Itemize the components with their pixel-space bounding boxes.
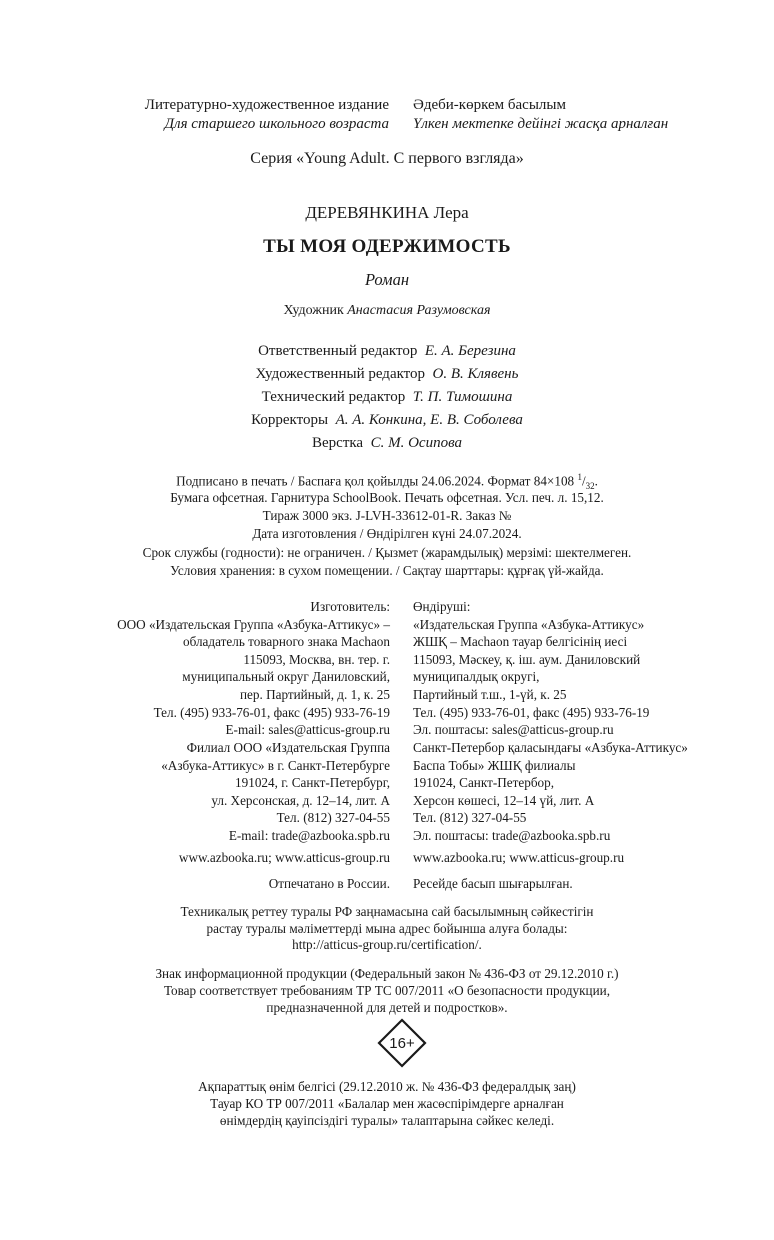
info-ru-line: предназначенной для детей и подростков». — [266, 1000, 508, 1015]
info-ru-line: Знак информационной продукции (Федеральный закон № 436-ФЗ от 29.12.2010 г.) — [155, 966, 619, 981]
credit-line — [0, 366, 774, 383]
certification-line: растау туралы мәліметтерді мына адрес бойынша алуға болады: — [206, 921, 568, 936]
manufacturer-right — [413, 598, 649, 739]
credit-name: А. А. Конкина, Е. В. Соболева — [335, 412, 523, 428]
branch-left — [161, 739, 390, 845]
print-line-6: Условия хранения: в сухом помещении. / Сақтау шарттары: құрғақ үй-жайда. — [170, 563, 604, 578]
websites-right: www.azbooka.ru; www.atticus-group.ru — [413, 850, 625, 865]
credit-name: О. В. Клявень — [432, 366, 519, 382]
print-format-text: Подписано в печать / Баспаға қол қойылды 24.06.2024. Формат 84×108 — [176, 473, 575, 489]
manufacturer-right-line: Эл. поштасы: sales@atticus-group.ru — [413, 722, 614, 738]
manufacturer-right-line: Өндіруші: — [413, 599, 471, 614]
credit-line — [0, 435, 774, 452]
artist-line — [0, 303, 774, 319]
certification-line: http://atticus-group.ru/certification/. — [292, 937, 482, 952]
print-format-sub: 32 — [585, 481, 595, 492]
manufacturer-left-line: ООО «Издательская Группа «Азбука-Аттикус» – — [117, 616, 390, 632]
branch-left-line: Тел. (812) 327-04-55 — [276, 810, 390, 826]
info-kz-line: өнімдердің қауіпсіздігі туралы» талаптарына сәйкес келеді. — [219, 1113, 555, 1128]
age-rating-text: 16+ — [389, 1035, 415, 1052]
info-ru-line: Товар соответствует требованиям ТР ТС 007/2011 «О безопасности продукции, — [163, 983, 611, 998]
credit-role: Художественный редактор — [255, 366, 426, 382]
credit-role: Корректоры — [251, 412, 329, 428]
print-line-5: Срок службы (годности): не ограничен. / Қызмет (жарамдылық) мерзімі: шектелмеген. — [142, 545, 632, 560]
credit-role: Ответственный редактор — [258, 343, 418, 359]
manufacturer-left-line: обладатель товарного знака Machaon — [183, 634, 390, 650]
manufacturer-right-line: ЖШҚ – Machaon тауар белгісінің иесі — [413, 634, 628, 650]
manufacturer-left-line: Изготовитель: — [310, 599, 390, 614]
header-right-line-1: Әдеби-көркем басылым — [413, 97, 566, 113]
credit-line — [0, 389, 774, 406]
author: ДЕРЕВЯНКИНА Лера — [305, 203, 469, 222]
branch-left-line: E-mail: trade@azbooka.spb.ru — [228, 827, 390, 843]
branch-right-line: Баспа Тобы» ЖШҚ филиалы — [413, 757, 576, 773]
manufacturer-right-line: Партийный т.ш., 1-үй, к. 25 — [413, 686, 567, 702]
print-line-4: Дата изготовления / Өндірілген күні 24.07.2024. — [252, 526, 522, 541]
manufacturer-right-line: Тел. (495) 933-76-01, факс (495) 933-76-19 — [413, 704, 650, 720]
genre: Роман — [364, 270, 410, 289]
book-title: ТЫ МОЯ ОДЕРЖИМОСТЬ — [263, 236, 511, 257]
branch-right-line: Тел. (812) 327-04-55 — [413, 810, 527, 826]
manufacturer-left-line: Тел. (495) 933-76-01, факс (495) 933-76-19 — [153, 704, 390, 720]
header-left-line-1: Литературно-художественное издание — [144, 97, 389, 113]
info-kz-line: Ақпараттық өнім белгісі (29.12.2010 ж. № 436-ФЗ федералдық заң) — [198, 1079, 576, 1094]
branch-right — [413, 739, 688, 845]
branch-right-line: 191024, Санкт-Петербор, — [413, 775, 555, 791]
credit-line — [0, 343, 774, 360]
credit-role: Верстка — [312, 435, 364, 451]
print-format-end: . — [594, 473, 598, 489]
header-right-line-2: Үлкен мектепке дейінгі жасқа арналған — [413, 116, 669, 132]
credit-line — [0, 412, 774, 429]
manufacturer-right-line: 115093, Мәскеу, қ. іш. аум. Даниловский — [413, 651, 641, 667]
branch-right-line: Херсон көшесі, 12–14 үй, лит. А — [413, 792, 595, 808]
print-format-sup: 1 — [577, 472, 582, 482]
printed-right: Ресейде басып шығарылған. — [413, 876, 573, 891]
branch-left-line: ул. Херсонская, д. 12–14, лит. А — [211, 792, 390, 808]
branch-right-line: Эл. поштасы: trade@azbooka.spb.ru — [413, 827, 611, 843]
websites-left: www.azbooka.ru; www.atticus-group.ru — [178, 850, 390, 865]
credit-name: Т. П. Тимошина — [412, 389, 513, 405]
print-line-1 — [0, 472, 774, 491]
manufacturer-right-line: «Издательская Группа «Азбука-Аттикус» — [413, 616, 645, 632]
credit-role: Технический редактор — [261, 389, 406, 405]
branch-left-line: «Азбука-Аттикус» в г. Санкт-Петербурге — [161, 757, 390, 773]
manufacturer-left — [117, 598, 390, 739]
print-line-3: Тираж 3000 экз. J-LVH-33612-01-R. Заказ № — [262, 508, 512, 523]
print-line-2: Бумага офсетная. Гарнитура SchoolBook. Печать офсетная. Усл. печ. л. 15,12. — [170, 490, 604, 505]
header-left-line-2: Для старшего школьного возраста — [164, 116, 389, 132]
age-rating-badge — [377, 1018, 427, 1068]
artist-label: Художник — [283, 303, 344, 318]
artist-name: Анастасия Разумовская — [347, 303, 491, 318]
manufacturer-right-line: муниципалдық округі, — [413, 669, 540, 685]
branch-right-line: Санкт-Петербор қаласындағы «Азбука-Аттикус» — [413, 740, 688, 755]
info-kz-line: Тауар КО ТР 007/2011 «Балалар мен жасөспірімдерге арналған — [210, 1096, 564, 1111]
credit-name: Е. А. Березина — [424, 343, 516, 359]
manufacturer-left-line: E-mail: sales@atticus-group.ru — [225, 722, 390, 738]
series-title: Серия «Young Adult. С первого взгляда» — [250, 150, 524, 167]
age-rating-diamond-icon — [377, 1018, 427, 1068]
manufacturer-left-line: муниципальный округ Даниловский, — [182, 669, 390, 685]
printed-left: Отпечатано в России. — [268, 876, 390, 891]
credit-name: С. М. Осипова — [370, 435, 462, 451]
certification-line: Техникалық реттеу туралы РФ заңнамасына сай басылымның сәйкестігін — [180, 904, 594, 919]
manufacturer-left-line: пер. Партийный, д. 1, к. 25 — [239, 686, 390, 702]
manufacturer-left-line: 115093, Москва, вн. тер. г. — [243, 651, 390, 667]
branch-left-line: 191024, г. Санкт-Петербург, — [235, 775, 390, 791]
branch-left-line: Филиал ООО «Издательская Группа — [186, 740, 390, 755]
print-format-slash: / — [581, 473, 586, 489]
